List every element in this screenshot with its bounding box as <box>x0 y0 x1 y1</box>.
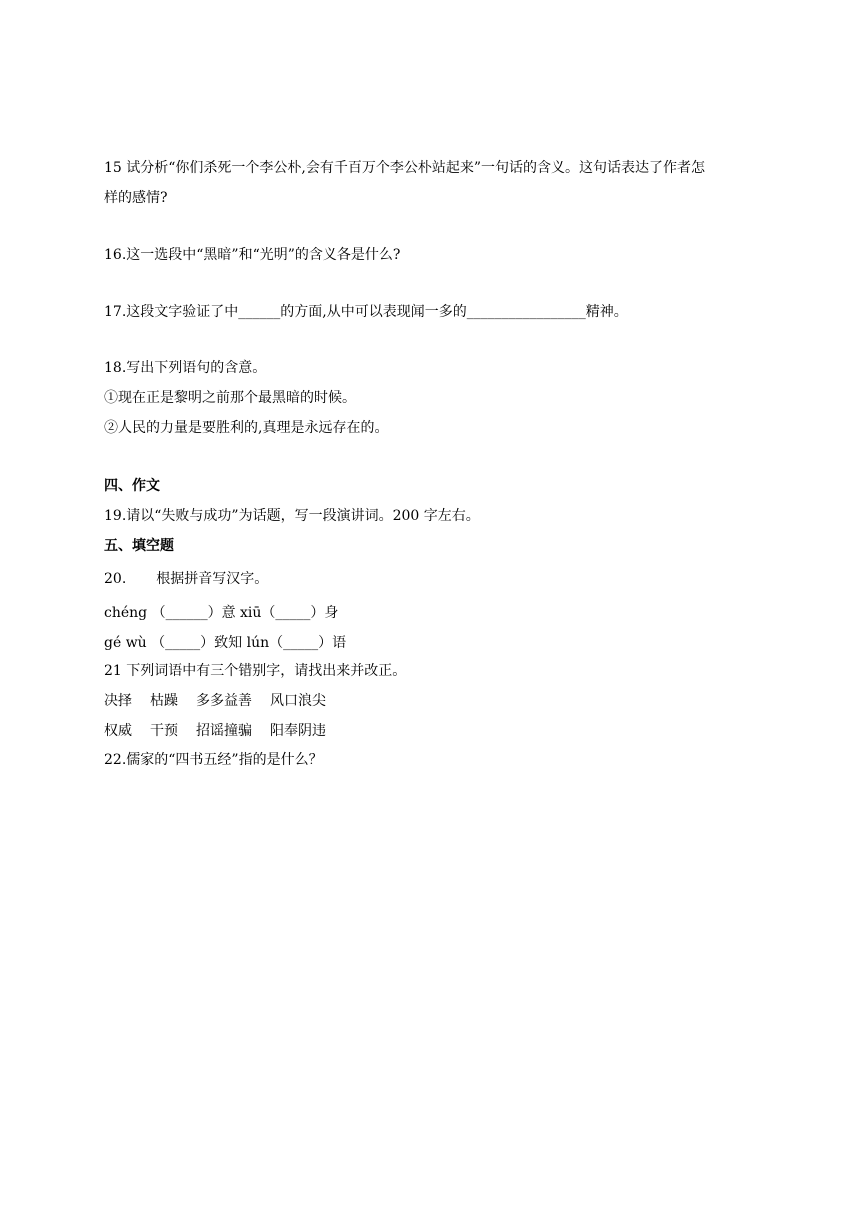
pinyin-line-2: gé wù （_____）致知 lún（_____）语 <box>104 635 347 651</box>
question-20 <box>104 569 268 589</box>
question-20-text: 根据拼音写汉字。 <box>156 571 269 587</box>
question-16: 16.这一选段中“黑暗”和“光明”的含义各是什么? <box>104 247 401 263</box>
question-15-line2: 样的感情? <box>104 190 168 206</box>
word-item: 风口浪尖 <box>270 693 326 709</box>
question-18-item-2: ②人民的力量是要胜利的,真理是永远存在的。 <box>104 420 389 436</box>
section-4-heading: 四、作文 <box>104 478 160 494</box>
word-item: 枯躁 <box>150 693 178 709</box>
question-20-number: 20. <box>104 571 127 587</box>
word-item: 决择 <box>104 693 132 709</box>
question-21: 21 下列词语中有三个错别字，请找出来并改正。 <box>104 663 407 679</box>
word-item: 权威 <box>104 723 132 739</box>
question-17: 17.这段文字验证了中______的方面,从中可以表现闻一多的_________________精神。 <box>104 304 628 320</box>
word-row-2 <box>104 721 326 741</box>
question-18-title: 18.写出下列语句的含意。 <box>104 360 267 376</box>
question-15-line1: 15 试分析“你们杀死一个李公朴,会有千百万个李公朴站起来”一句话的含义。这句话表达了作者怎 <box>104 160 706 176</box>
section-5-heading: 五、填空题 <box>104 538 174 554</box>
question-18-item-1: ①现在正是黎明之前那个最黑暗的时候。 <box>104 390 356 406</box>
question-22: 22.儒家的“四书五经”指的是什么？ <box>104 752 323 768</box>
word-item: 招谣撞骗 <box>196 723 252 739</box>
question-19: 19.请以“失败与成功”为话题，写一段演讲词。200 字左右。 <box>104 508 480 524</box>
word-row-1 <box>104 691 326 711</box>
word-item: 干预 <box>150 723 178 739</box>
pinyin-line-1: chéng （______）意 xiū（_____）身 <box>104 605 339 621</box>
word-item: 多多益善 <box>196 693 252 709</box>
word-item: 阳奉阴违 <box>270 723 326 739</box>
